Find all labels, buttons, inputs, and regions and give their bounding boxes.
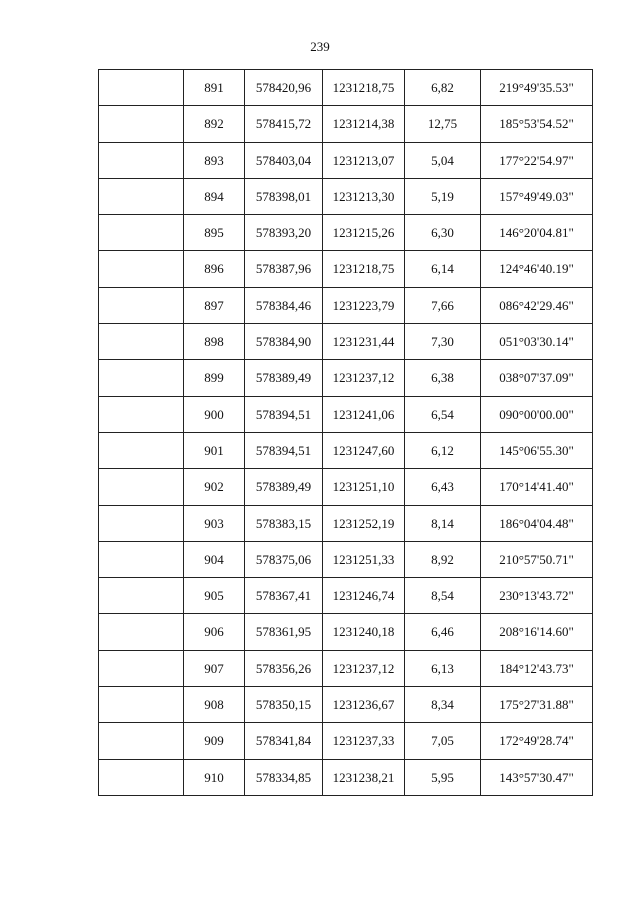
x-coordinate-cell: 578383,15	[245, 505, 323, 541]
point-number-cell: 894	[184, 178, 245, 214]
distance-cell: 6,13	[405, 650, 481, 686]
distance-cell: 6,14	[405, 251, 481, 287]
distance-cell: 7,30	[405, 324, 481, 360]
y-coordinate-cell: 1231214,38	[323, 106, 405, 142]
y-coordinate-cell: 1231237,33	[323, 723, 405, 759]
blank-cell	[99, 687, 184, 723]
y-coordinate-cell: 1231246,74	[323, 578, 405, 614]
bearing-cell: 219°49'35.53"	[481, 70, 593, 106]
x-coordinate-cell: 578403,04	[245, 142, 323, 178]
x-coordinate-cell: 578389,49	[245, 469, 323, 505]
distance-cell: 6,38	[405, 360, 481, 396]
y-coordinate-cell: 1231218,75	[323, 251, 405, 287]
blank-cell	[99, 396, 184, 432]
blank-cell	[99, 432, 184, 468]
x-coordinate-cell: 578375,06	[245, 541, 323, 577]
x-coordinate-cell: 578394,51	[245, 432, 323, 468]
x-coordinate-cell: 578341,84	[245, 723, 323, 759]
y-coordinate-cell: 1231215,26	[323, 215, 405, 251]
bearing-cell: 230°13'43.72"	[481, 578, 593, 614]
table-row	[99, 687, 593, 723]
distance-cell: 6,30	[405, 215, 481, 251]
bearing-cell: 210°57'50.71"	[481, 541, 593, 577]
distance-cell: 5,04	[405, 142, 481, 178]
blank-cell	[99, 287, 184, 323]
bearing-cell: 175°27'31.88"	[481, 687, 593, 723]
x-coordinate-cell: 578384,90	[245, 324, 323, 360]
blank-cell	[99, 324, 184, 360]
bearing-cell: 170°14'41.40"	[481, 469, 593, 505]
blank-cell	[99, 723, 184, 759]
blank-cell	[99, 578, 184, 614]
distance-cell: 7,05	[405, 723, 481, 759]
table-row	[99, 650, 593, 686]
bearing-cell: 051°03'30.14"	[481, 324, 593, 360]
y-coordinate-cell: 1231231,44	[323, 324, 405, 360]
point-number-cell: 909	[184, 723, 245, 759]
blank-cell	[99, 541, 184, 577]
bearing-cell: 038°07'37.09"	[481, 360, 593, 396]
blank-cell	[99, 70, 184, 106]
y-coordinate-cell: 1231213,30	[323, 178, 405, 214]
y-coordinate-cell: 1231240,18	[323, 614, 405, 650]
x-coordinate-cell: 578420,96	[245, 70, 323, 106]
y-coordinate-cell: 1231237,12	[323, 650, 405, 686]
x-coordinate-cell: 578334,85	[245, 759, 323, 795]
bearing-cell: 143°57'30.47"	[481, 759, 593, 795]
blank-cell	[99, 106, 184, 142]
x-coordinate-cell: 578394,51	[245, 396, 323, 432]
y-coordinate-cell: 1231213,07	[323, 142, 405, 178]
distance-cell: 6,46	[405, 614, 481, 650]
y-coordinate-cell: 1231236,67	[323, 687, 405, 723]
bearing-cell: 090°00'00.00"	[481, 396, 593, 432]
y-coordinate-cell: 1231252,19	[323, 505, 405, 541]
distance-cell: 6,43	[405, 469, 481, 505]
distance-cell: 8,34	[405, 687, 481, 723]
y-coordinate-cell: 1231251,10	[323, 469, 405, 505]
coordinate-table-body	[99, 70, 593, 796]
y-coordinate-cell: 1231241,06	[323, 396, 405, 432]
point-number-cell: 901	[184, 432, 245, 468]
table-row	[99, 505, 593, 541]
blank-cell	[99, 650, 184, 686]
distance-cell: 5,95	[405, 759, 481, 795]
table-row	[99, 614, 593, 650]
point-number-cell: 900	[184, 396, 245, 432]
blank-cell	[99, 759, 184, 795]
x-coordinate-cell: 578393,20	[245, 215, 323, 251]
table-row	[99, 578, 593, 614]
bearing-cell: 145°06'55.30"	[481, 432, 593, 468]
blank-cell	[99, 505, 184, 541]
bearing-cell: 185°53'54.52"	[481, 106, 593, 142]
distance-cell: 7,66	[405, 287, 481, 323]
distance-cell: 5,19	[405, 178, 481, 214]
y-coordinate-cell: 1231223,79	[323, 287, 405, 323]
distance-cell: 8,54	[405, 578, 481, 614]
y-coordinate-cell: 1231251,33	[323, 541, 405, 577]
table-row	[99, 142, 593, 178]
y-coordinate-cell: 1231218,75	[323, 70, 405, 106]
point-number-cell: 899	[184, 360, 245, 396]
table-row	[99, 215, 593, 251]
blank-cell	[99, 178, 184, 214]
point-number-cell: 891	[184, 70, 245, 106]
y-coordinate-cell: 1231238,21	[323, 759, 405, 795]
table-row	[99, 287, 593, 323]
point-number-cell: 910	[184, 759, 245, 795]
blank-cell	[99, 215, 184, 251]
point-number-cell: 897	[184, 287, 245, 323]
x-coordinate-cell: 578367,41	[245, 578, 323, 614]
point-number-cell: 907	[184, 650, 245, 686]
point-number-cell: 898	[184, 324, 245, 360]
distance-cell: 8,92	[405, 541, 481, 577]
bearing-cell: 157°49'49.03"	[481, 178, 593, 214]
x-coordinate-cell: 578389,49	[245, 360, 323, 396]
blank-cell	[99, 142, 184, 178]
table-row	[99, 432, 593, 468]
page-number: 239	[310, 39, 330, 54]
point-number-cell: 904	[184, 541, 245, 577]
x-coordinate-cell: 578350,15	[245, 687, 323, 723]
bearing-cell: 177°22'54.97"	[481, 142, 593, 178]
bearing-cell: 208°16'14.60"	[481, 614, 593, 650]
distance-cell: 12,75	[405, 106, 481, 142]
bearing-cell: 186°04'04.48"	[481, 505, 593, 541]
bearing-cell: 086°42'29.46"	[481, 287, 593, 323]
table-row	[99, 396, 593, 432]
table-row	[99, 70, 593, 106]
table-row	[99, 723, 593, 759]
point-number-cell: 892	[184, 106, 245, 142]
y-coordinate-cell: 1231247,60	[323, 432, 405, 468]
bearing-cell: 146°20'04.81"	[481, 215, 593, 251]
table-row	[99, 106, 593, 142]
table-row	[99, 178, 593, 214]
x-coordinate-cell: 578398,01	[245, 178, 323, 214]
table-row	[99, 324, 593, 360]
x-coordinate-cell: 578356,26	[245, 650, 323, 686]
x-coordinate-cell: 578415,72	[245, 106, 323, 142]
x-coordinate-cell: 578387,96	[245, 251, 323, 287]
point-number-cell: 895	[184, 215, 245, 251]
point-number-cell: 905	[184, 578, 245, 614]
point-number-cell: 908	[184, 687, 245, 723]
distance-cell: 8,14	[405, 505, 481, 541]
x-coordinate-cell: 578361,95	[245, 614, 323, 650]
blank-cell	[99, 360, 184, 396]
table-row	[99, 541, 593, 577]
y-coordinate-cell: 1231237,12	[323, 360, 405, 396]
point-number-cell: 896	[184, 251, 245, 287]
distance-cell: 6,12	[405, 432, 481, 468]
point-number-cell: 906	[184, 614, 245, 650]
blank-cell	[99, 251, 184, 287]
distance-cell: 6,54	[405, 396, 481, 432]
point-number-cell: 903	[184, 505, 245, 541]
table-row	[99, 360, 593, 396]
x-coordinate-cell: 578384,46	[245, 287, 323, 323]
table-row	[99, 759, 593, 795]
coordinate-table	[98, 69, 593, 796]
point-number-cell: 902	[184, 469, 245, 505]
blank-cell	[99, 469, 184, 505]
table-row	[99, 469, 593, 505]
bearing-cell: 184°12'43.73"	[481, 650, 593, 686]
bearing-cell: 124°46'40.19"	[481, 251, 593, 287]
point-number-cell: 893	[184, 142, 245, 178]
distance-cell: 6,82	[405, 70, 481, 106]
bearing-cell: 172°49'28.74"	[481, 723, 593, 759]
table-row	[99, 251, 593, 287]
blank-cell	[99, 614, 184, 650]
